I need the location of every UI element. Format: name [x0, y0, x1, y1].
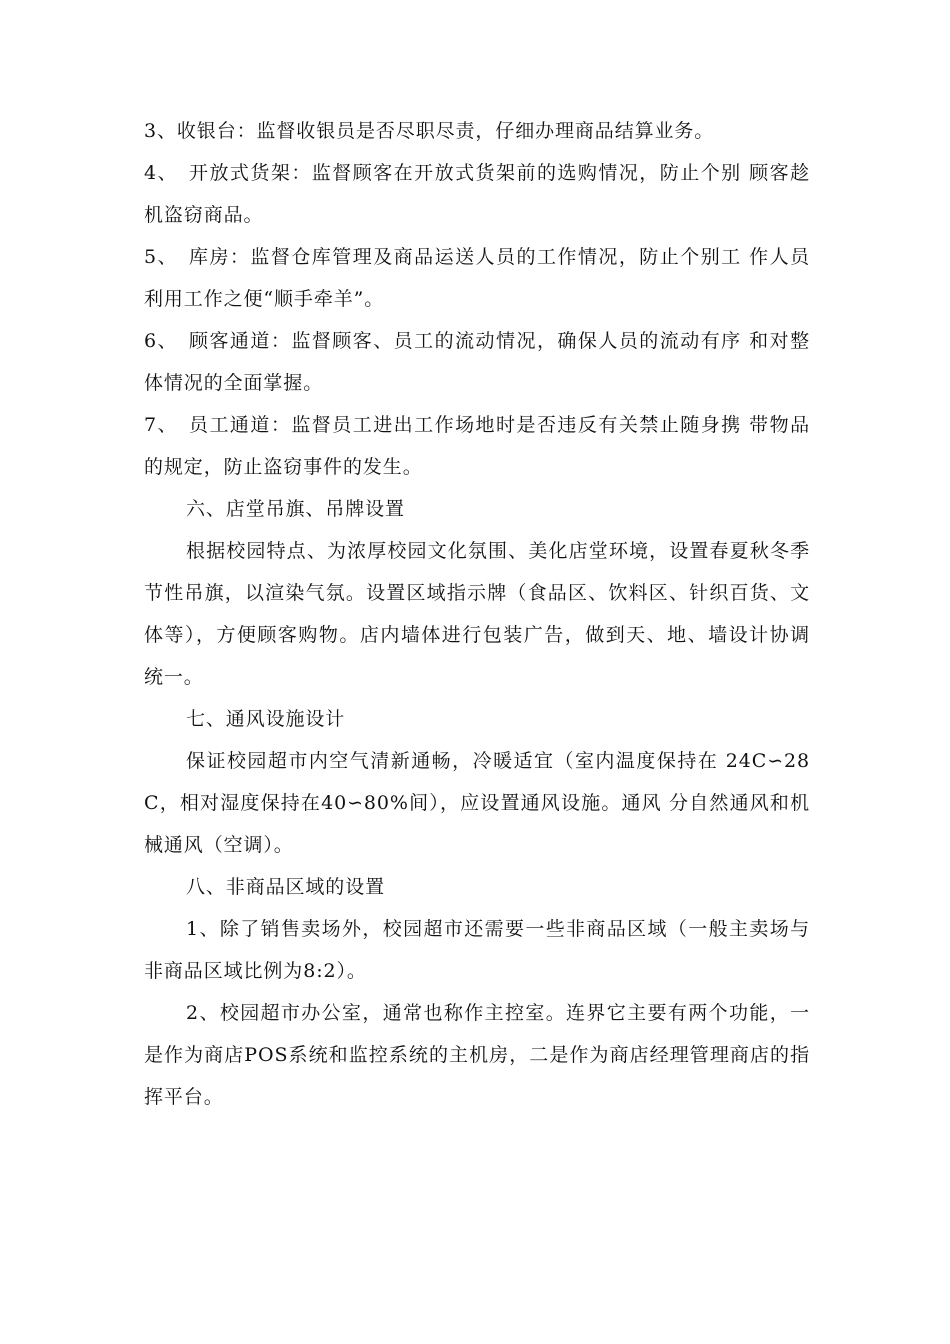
- paragraph-monitor-checkout: 3、收银台：监督收银员是否尽职尽责，仔细办理商品结算业务。: [144, 120, 715, 142]
- paragraph-monitor-open-shelves: 4、 开放式货架：监督顾客在开放式货架前的选购情况，防止个别 顾客趁机盗窃商品。: [144, 162, 810, 226]
- document-body: [144, 110, 810, 1118]
- paragraph-monitor-customer-aisle: 6、 顾客通道：监督顾客、员工的流动情况，确保人员的流动有序 和对整体情况的全面掌握。: [144, 330, 810, 394]
- paragraph-office-control-room: 2、校园超市办公室，通常也称作主控室。连界它主要有两个功能，一是作为商店POS系统和监控系统的主机房，二是作为商店经理管理商店的指挥平台。: [144, 1002, 810, 1108]
- section-heading-banners: 六、店堂吊旗、吊牌设置: [186, 498, 405, 520]
- paragraph-ventilation: 保证校园超市内空气清新通畅，冷暖适宜（室内温度保持在 24C∽28C，相对湿度保持在40∽80%间），应设置通风设施。通风 分自然通风和机械通风（空调）。: [144, 750, 810, 856]
- section-heading-non-merchandise: 八、非商品区域的设置: [186, 876, 386, 898]
- paragraph-monitor-staff-aisle: 7、 员工通道：监督员工进出工作场地时是否违反有关禁止随身携 带物品的规定，防止盗窃事件的发生。: [144, 414, 810, 478]
- section-heading-ventilation: 七、通风设施设计: [186, 708, 346, 730]
- paragraph-banners: 根据校园特点、为浓厚校园文化氛围、美化店堂环境，设置春夏秋冬季节性吊旗，以渲染气氛。设置区域指示牌（食品区、饮料区、针织百货、文体等），方便顾客购物。店内墙体进行包装广告，做到天、地、墙设计协调统一。: [144, 540, 810, 688]
- paragraph-non-merchandise-areas: 1、除了销售卖场外，校园超市还需要一些非商品区域（一般主卖场与非商品区域比例为8:2）。: [144, 918, 810, 982]
- paragraph-monitor-warehouse: 5、 库房：监督仓库管理及商品运送人员的工作情况，防止个别工 作人员利用工作之便“顺手牵羊”。: [144, 246, 810, 310]
